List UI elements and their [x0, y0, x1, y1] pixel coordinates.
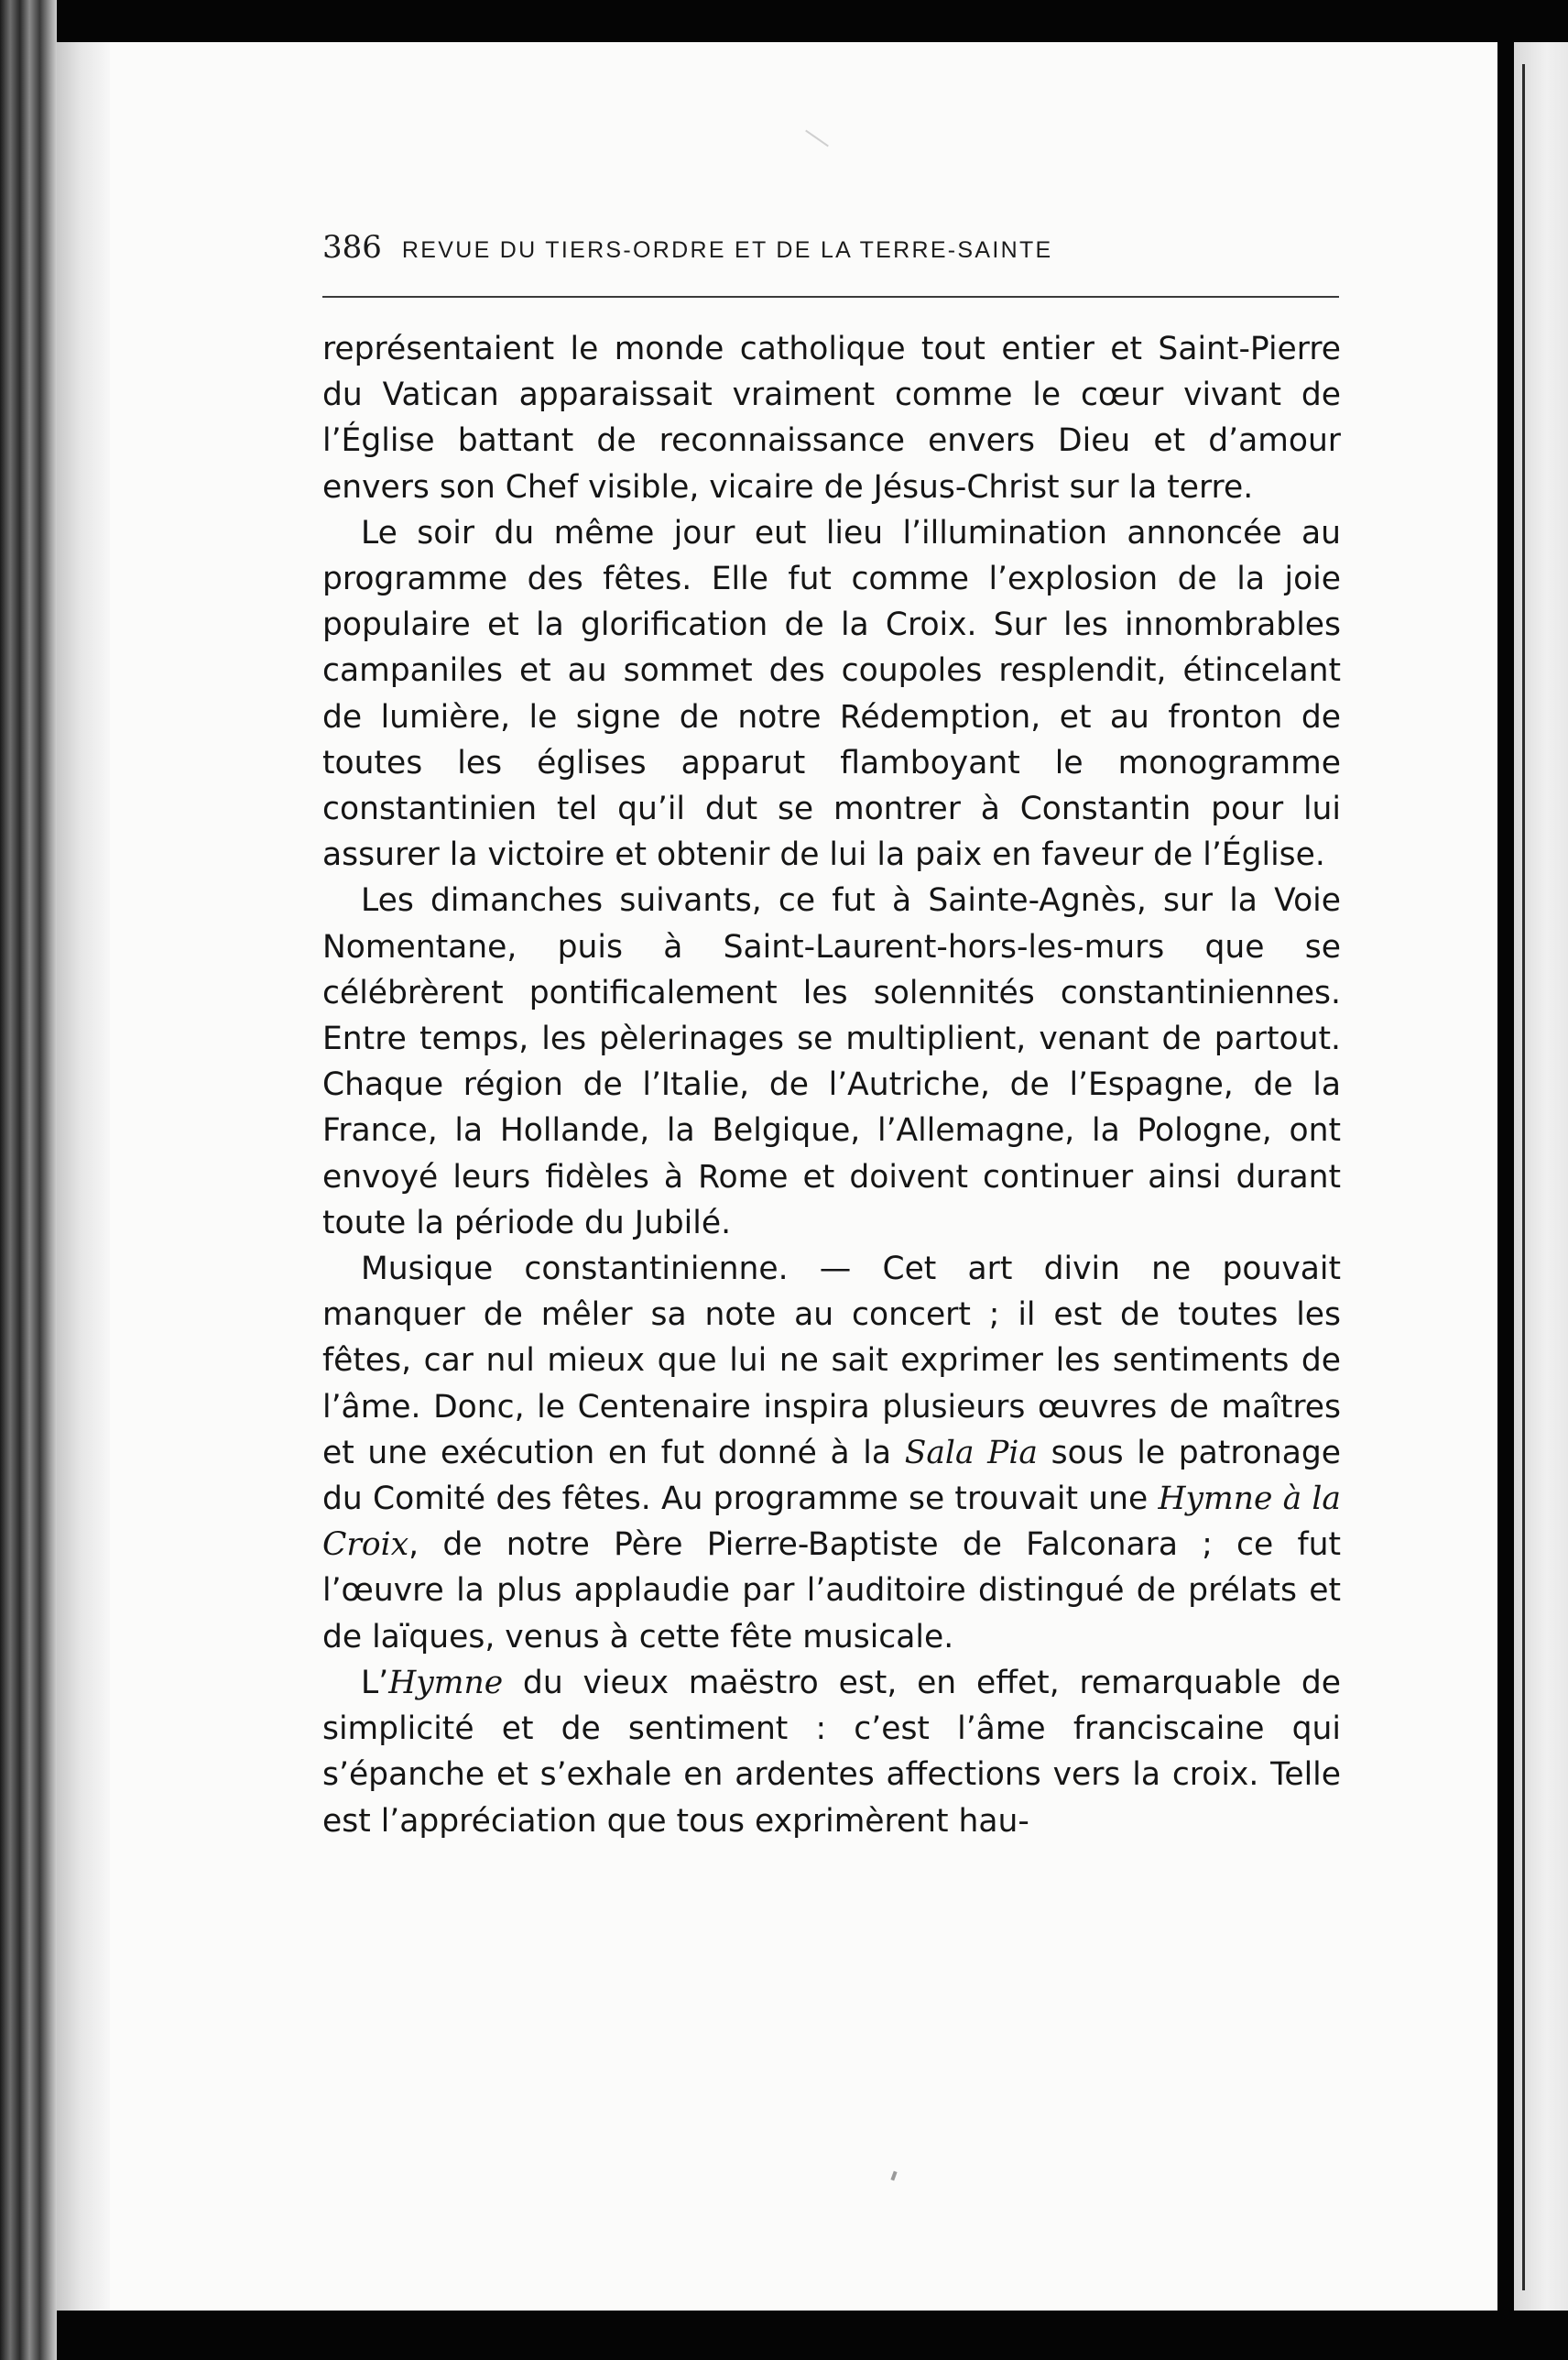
header-rule: [322, 296, 1339, 298]
paragraph: [322, 1246, 1341, 1660]
text-run: Le soir du même jour eut lieu l’illumination annoncée au programme des fêtes. Elle fut comme l’explosion de la joie populaire et la glorification de la Croix. Sur les innombrables campaniles et au sommet des coupoles resplendit, étincelant de lumière, le signe de notre Rédemption, et au fronton de toutes les églises apparut flamboyant le monogramme constantinien tel qu’il dut se montrer à Constantin pour lui assurer la victoire et obtenir de lui la paix en faveur de l’Église.: [322, 514, 1341, 874]
scan-binding-edge: [0, 0, 57, 2360]
facing-page-rule: [1522, 64, 1525, 2290]
paragraph: [322, 878, 1341, 1246]
text-run: du vieux maëstro est, en effet, remarquable de simplicité et de sentiment : c’est l’âme franciscaine qui s’épanche et s’exhale en ardentes affections vers la croix. Telle est l’appréciation que tous exprimèrent hau-: [322, 1664, 1341, 1840]
italic-title: Hymne: [388, 1664, 504, 1701]
paragraph: [322, 1660, 1341, 1844]
article-body: [322, 326, 1341, 1844]
text-run: Les dimanches suivants, ce fut à Sainte-Agnès, sur la Voie Nomentane, puis à Saint-Laurent-hors-les-murs que se célébrèrent pontificalement les solennités constantiniennes. Entre temps, les pèlerinages se multiplient, venant de partout. Chaque région de l’Italie, de l’Autriche, de l’Espagne, de la France, la Hollande, la Belgique, l’Allemagne, la Pologne, ont envoyé leurs fidèles à Rome et doivent continuer ainsi durant toute la période du Jubilé.: [322, 882, 1341, 1241]
italic-title: Sala Pia: [904, 1434, 1038, 1471]
text-run: , de notre Père Pierre-Baptiste de Falconara ; ce fut l’œuvre la plus applaudie par l’auditoire distingué de prélats et de laïques, venus à cette fête musicale.: [322, 1526, 1341, 1655]
text-run: L’: [361, 1664, 389, 1701]
paragraph: [322, 326, 1341, 510]
scan-page-gap: [1497, 0, 1514, 2360]
page-header: [322, 229, 1339, 284]
text-run: sous le patronage du Comité des fêtes. Au programme se trouvait une: [322, 1434, 1341, 1518]
running-head: REVUE DU TIERS-ORDRE ET DE LA TERRE-SAINTE: [401, 237, 1053, 263]
page-number: 386: [322, 229, 382, 266]
text-run: Musique constantinienne. — Cet art divin ne pouvait manquer de mêler sa note au concert ; il est de toutes les fêtes, car nul mieux que lui ne sait exprimer les sentiments de l’âme. Donc, le Centenaire inspira plusieurs œuvres de maîtres et une exécution en fut donné à la: [322, 1251, 1341, 1471]
paragraph: [322, 510, 1341, 879]
page-gutter-shadow: [57, 42, 110, 2311]
italic-title: Hymne à la Croix: [322, 1480, 1341, 1564]
text-run: représentaient le monde catholique tout entier et Saint-Pierre du Vatican apparaissait vraiment comme le cœur vivant de l’Église battant de reconnaissance envers Dieu et d’amour envers son Chef visible, vicaire de Jésus-Christ sur la terre.: [322, 331, 1341, 506]
